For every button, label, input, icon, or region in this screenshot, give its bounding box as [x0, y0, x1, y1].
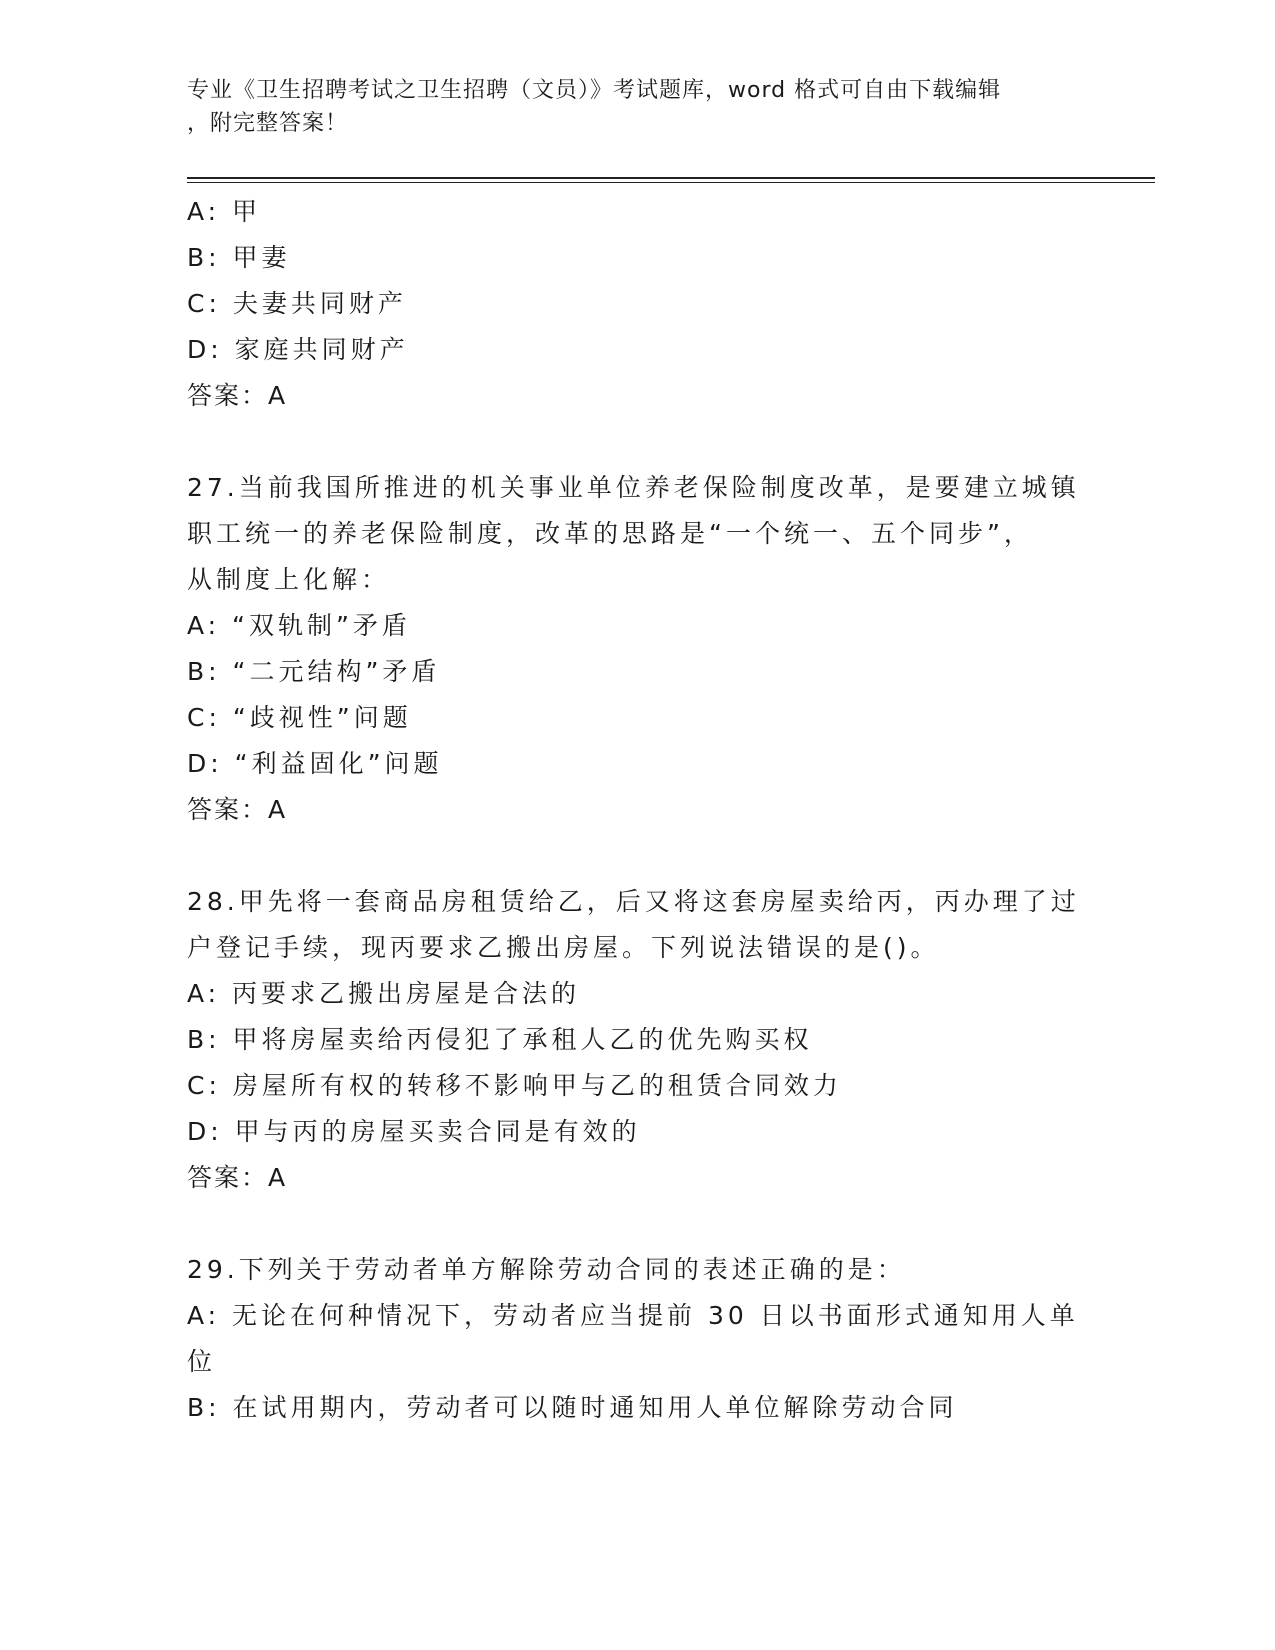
option-d: D: “利益固化”问题 — [187, 749, 443, 778]
option-b: B: 甲将房屋卖给丙侵犯了承租人乙的优先购买权 — [187, 1025, 813, 1054]
header-divider-thin — [187, 182, 1155, 183]
document-header — [187, 74, 1087, 140]
option-c: C: 夫妻共同财产 — [187, 289, 407, 318]
question-list — [187, 189, 1087, 1431]
option-a-continued: 位 — [187, 1347, 217, 1376]
header-divider — [187, 177, 1155, 179]
question-28 — [187, 879, 1087, 1201]
header-line-1: 专业《卫生招聘考试之卫生招聘（文员）》考试题库，word 格式可自由下载编辑 — [187, 78, 1002, 103]
answer: 答案：A — [187, 795, 288, 824]
option-b: B: 甲妻 — [187, 243, 291, 272]
option-c: C: “歧视性”问题 — [187, 703, 412, 732]
header-line-2: ，附完整答案！ — [187, 111, 349, 136]
option-a: A: “双轨制”矛盾 — [187, 611, 411, 640]
option-b: B: 在试用期内，劳动者可以随时通知用人单位解除劳动合同 — [187, 1393, 958, 1422]
option-c: C: 房屋所有权的转移不影响甲与乙的租赁合同效力 — [187, 1071, 842, 1100]
question-stem-line: 29.下列关于劳动者单方解除劳动合同的表述正确的是： — [187, 1255, 906, 1284]
spacer — [187, 419, 1087, 465]
question-stem-line: 户登记手续，现丙要求乙搬出房屋。下列说法错误的是()。 — [187, 933, 940, 962]
question-26 — [187, 189, 1087, 419]
option-b: B: “二元结构”矛盾 — [187, 657, 441, 686]
spacer — [187, 833, 1087, 879]
option-a: A: 丙要求乙搬出房屋是合法的 — [187, 979, 581, 1008]
answer: 答案：A — [187, 381, 288, 410]
question-27 — [187, 465, 1087, 833]
spacer — [187, 1201, 1087, 1247]
option-a: A: 无论在何种情况下，劳动者应当提前 30 日以书面形式通知用人单 — [187, 1301, 1079, 1330]
option-d: D: 甲与丙的房屋买卖合同是有效的 — [187, 1117, 641, 1146]
option-a: A: 甲 — [187, 197, 262, 226]
question-stem-line: 职工统一的养老保险制度，改革的思路是“一个统一、五个同步”， — [187, 519, 1033, 548]
option-d: D: 家庭共同财产 — [187, 335, 409, 364]
question-29 — [187, 1247, 1087, 1431]
question-stem-line: 28.甲先将一套商品房租赁给乙，后又将这套房屋卖给丙，丙办理了过 — [187, 887, 1080, 916]
answer: 答案：A — [187, 1163, 288, 1192]
question-stem-line: 27.当前我国所推进的机关事业单位养老保险制度改革，是要建立城镇 — [187, 473, 1080, 502]
question-stem-line: 从制度上化解： — [187, 565, 391, 594]
